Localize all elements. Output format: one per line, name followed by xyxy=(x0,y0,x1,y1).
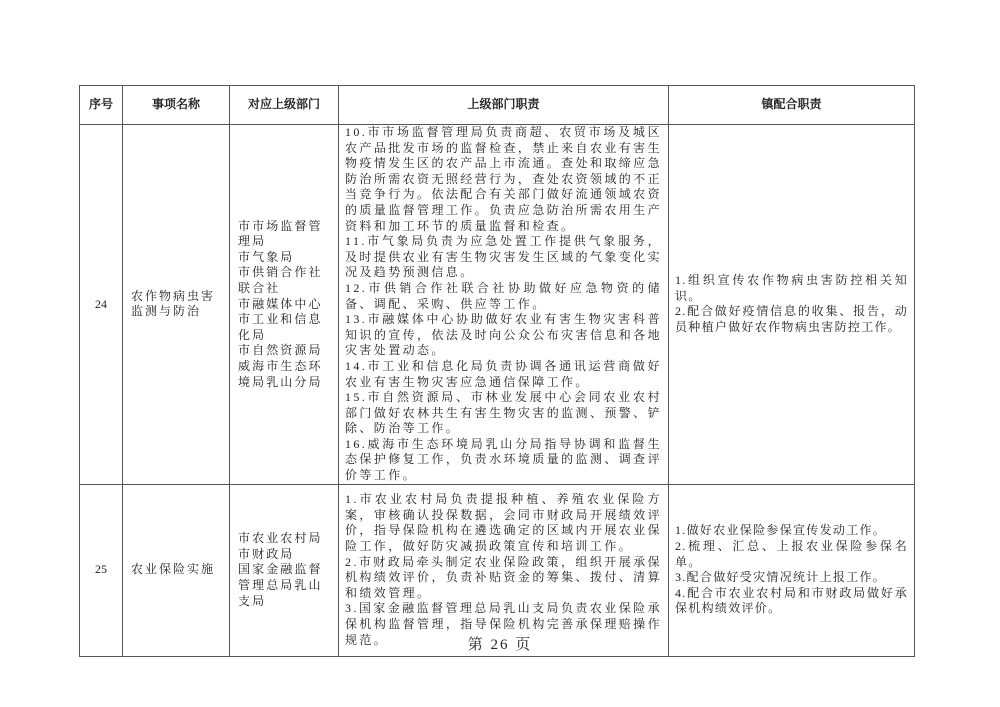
row-number: 24 xyxy=(80,125,123,485)
cooperation-item: 3.配合做好受灾情况统计上报工作。 xyxy=(675,570,887,585)
departments-cell xyxy=(230,125,339,485)
duty-item: 2.市财政局牵头制定农业保险政策，组织开展承保机构绩效评价，负责补贴资金的筹集、拨付、清算和绩效管理。 xyxy=(345,554,662,600)
department-item: 国家金融监督管理总局乳山支局 xyxy=(238,562,323,608)
cooperation-item: 2.梳理、汇总、上报农业保险参保名单。 xyxy=(675,538,908,569)
duty-item: 16.威海市生态环境局乳山分局指导协调和监督生态保护修复工作，负责水环境质量的监测、调查评价等工作。 xyxy=(345,436,662,483)
duty-item: 13.市融媒体中心协助做好农业有害生物灾害科普知识的宣传，依法及时向公众公布灾害信息和各地灾害处置动态。 xyxy=(345,312,662,358)
duty-item: 10.市市场监督管理局负责商超、农贸市场及城区农产品批发市场的监督检查，禁止来自农业有害生物疫情发生区的农产品上市流通。查处和取缔应急防治所需农资无照经营行为，查处农资领域的不正当竞争行为。依法配合有关部门做好流通领域农资的质量监督管理工作。负责应急防治所需农用生产资料和加工环节的质量监督和检查。 xyxy=(345,125,662,233)
item-name: 农业保险实施 xyxy=(123,484,230,656)
cooperation-item: 1.组织宣传农作物病虫害防控相关知识。 xyxy=(675,273,908,303)
departments-cell xyxy=(230,484,339,656)
responsibility-table xyxy=(79,85,915,657)
duty-item: 14.市工业和信息化局负责协调各通讯运营商做好农业有害生物灾害应急通信保障工作。 xyxy=(345,358,662,389)
duty-item: 15.市自然资源局、市林业发展中心会同农业农村部门做好农林共生有害生物灾害的监测、预警、铲除、防治等工作。 xyxy=(345,390,662,436)
header-department: 对应上级部门 xyxy=(230,86,339,125)
town-duties-cell xyxy=(669,125,915,485)
table-header-row xyxy=(80,86,915,125)
department-item: 市气象局 xyxy=(238,249,295,264)
table-row xyxy=(80,125,915,485)
duty-item: 11.市气象局负责为应急处置工作提供气象服务，及时提供农业有害生物灾害发生区域的气象变化实况及趋势预测信息。 xyxy=(345,234,662,280)
table-row xyxy=(80,484,915,656)
row-number: 25 xyxy=(80,484,123,656)
header-town-duties: 镇配合职责 xyxy=(669,86,915,125)
cooperation-item: 1.做好农业保险参保宣传发动工作。 xyxy=(675,523,887,538)
department-item: 市财政局 xyxy=(238,546,295,561)
page-number: 第 26 页 xyxy=(467,637,533,653)
department-item: 市农业农村局 xyxy=(238,531,323,546)
cooperation-item: 2.配合做好疫情信息的收集、报告，动员种植户做好农作物病虫害防控工作。 xyxy=(675,304,908,334)
cooperation-item: 4.配合市农业农村局和市财政局做好承保机构绩效评价。 xyxy=(675,585,908,616)
header-item-name: 事项名称 xyxy=(123,86,230,125)
department-item: 市融媒体中心 xyxy=(238,296,323,311)
item-name: 农作物病虫害监测与防治 xyxy=(123,125,230,485)
department-item: 市工业和信息化局 xyxy=(238,312,323,342)
superior-duties-cell xyxy=(339,484,669,656)
department-item: 威海市生态环境局乳山分局 xyxy=(238,358,323,389)
department-item: 市自然资源局 xyxy=(238,343,323,358)
duty-item: 12.市供销合作社联合社协助做好应急物资的储备、调配、采购、供应等工作。 xyxy=(345,280,662,311)
town-duties-cell xyxy=(669,484,915,656)
duty-item: 1.市农业农村局负责提报种植、养殖农业保险方案，审核确认投保数据，会同市财政局开展绩效评价，指导保险机构在遴选确定的区域内开展农业保险工作，做好防灾减损政策宣传和培训工作。 xyxy=(345,492,662,553)
department-item: 市供销合作社联合社 xyxy=(238,265,323,295)
superior-duties-cell xyxy=(339,125,669,485)
header-no: 序号 xyxy=(80,86,123,125)
header-superior-duties: 上级部门职责 xyxy=(339,86,669,125)
duty-item: 3.国家金融监督管理总局乳山支局负责农业保险承保机构监督管理，指导保险机构完善承保理赔操作规范。 xyxy=(345,601,662,647)
department-item: 市市场监督管理局 xyxy=(238,218,323,249)
